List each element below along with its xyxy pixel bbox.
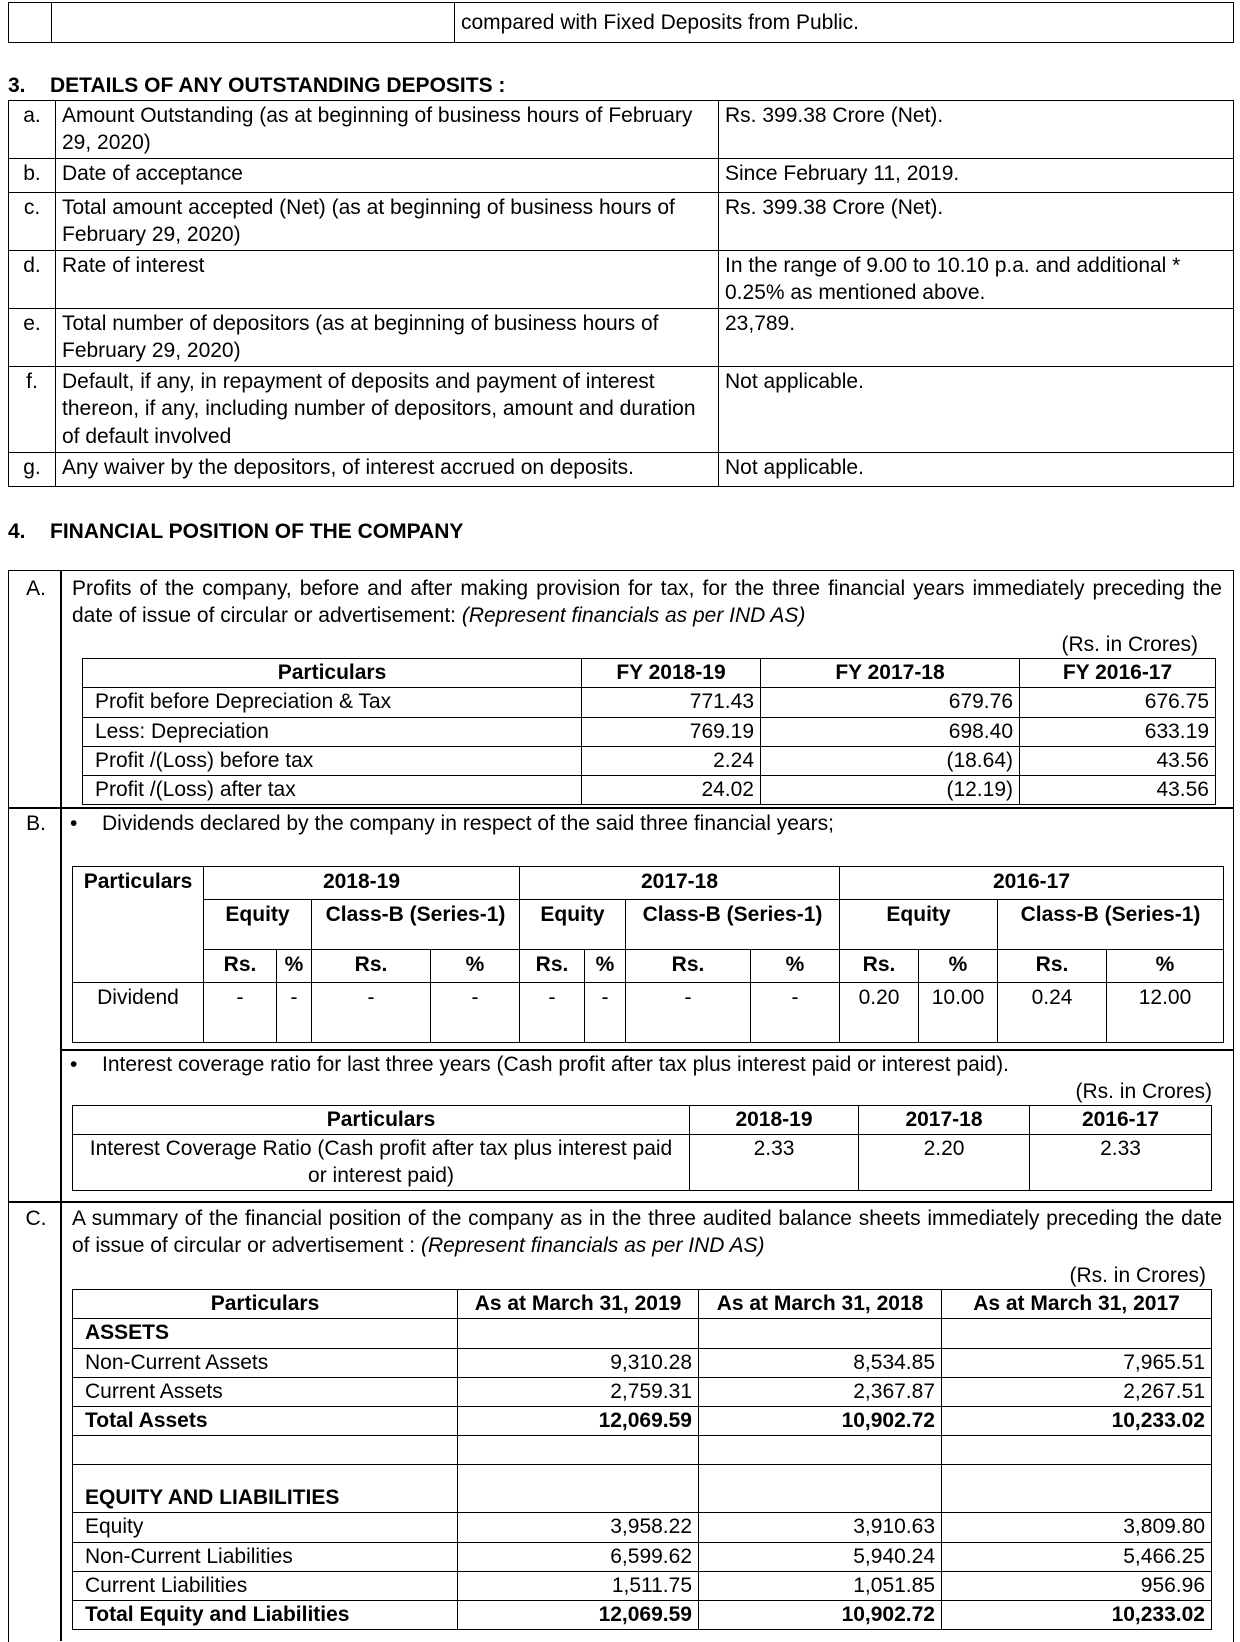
table-row: Total Equity and Liabilities 12,069.59 10,902.72 10,233.02 xyxy=(73,1601,1212,1630)
table-header-row: Particulars FY 2018-19 FY 2017-18 FY 2016-17 xyxy=(83,659,1216,688)
interest-coverage-table xyxy=(72,1105,1212,1191)
table-header-row: Particulars As at March 31, 2019 As at March 31, 2018 As at March 31, 2017 xyxy=(73,1290,1212,1319)
table-row: g. Any waiver by the depositors, of interest accrued on deposits. Not applicable. xyxy=(9,453,1234,487)
section-a-letter: A. xyxy=(26,577,46,600)
top-row-text: compared with Fixed Deposits from Public. xyxy=(455,3,1234,43)
table-header-row: Particulars 2018-19 2017-18 2016-17 xyxy=(73,1106,1212,1135)
section-a-intro: Profits of the company, before and after making provision for tax, for the three financial years immediately preceding the date of issue of circular or advertisement: (Represent financials as per IND AS) xyxy=(72,577,1222,628)
section-4-heading: 4. FINANCIAL POSITION OF THE COMPANY xyxy=(8,520,464,543)
dividends-table: Particulars 2018-19 2017-18 2016-17 Equity Class-B (Series-1) Equity Class-B (Series-1) Equity Class-B (Series-1) Rs. % Rs. % Rs. % Rs. % Rs. % Rs. % Dividend - - - - - - - - 0.20 10.00 0.24 12.00 xyxy=(72,866,1224,1043)
table-row: f. Default, if any, in repayment of deposits and payment of interest thereon, if any, including number of depositors, amount and duration of default involved Not applicable. xyxy=(9,367,1234,453)
table-row: Profit /(Loss) before tax 2.24 (18.64) 43.56 xyxy=(83,746,1216,775)
table-row: EQUITY AND LIABILITIES xyxy=(73,1465,1212,1513)
table-row: Profit /(Loss) after tax 24.02 (12.19) 43.56 xyxy=(83,776,1216,805)
table-row: Non-Current Liabilities 6,599.62 5,940.24 5,466.25 xyxy=(73,1542,1212,1571)
table-row: Dividend - - - - - - - - 0.20 10.00 0.24 12.00 xyxy=(73,983,1224,1043)
table-row: c. Total amount accepted (Net) (as at beginning of business hours of February 29, 2020) Rs. 399.38 Crore (Net). xyxy=(9,193,1234,251)
table-row: Less: Depreciation 769.19 698.40 633.19 xyxy=(83,717,1216,746)
outstanding-deposits-table xyxy=(8,100,1234,487)
table-row: b. Date of acceptance Since February 11, 2019. xyxy=(9,159,1234,193)
section-3-heading: 3. DETAILS OF ANY OUTSTANDING DEPOSITS : xyxy=(8,74,506,97)
table-row: Total Assets 12,069.59 10,902.72 10,233.02 xyxy=(73,1407,1212,1436)
dividends-bullet: • Dividends declared by the company in respect of the said three financial years; xyxy=(62,810,1222,837)
table-row: Non-Current Assets 9,310.28 8,534.85 7,965.51 xyxy=(73,1348,1212,1377)
table-row: d. Rate of interest In the range of 9.00 to 10.10 p.a. and additional * 0.25% as mentioned above. xyxy=(9,251,1234,309)
table-row: ASSETS xyxy=(73,1319,1212,1348)
section-c-letter: C. xyxy=(25,1207,47,1230)
interest-coverage-bullet: • Interest coverage ratio for last three years (Cash profit after tax plus interest paid or interest paid). xyxy=(62,1051,1222,1078)
table-row: Current Assets 2,759.31 2,367.87 2,267.51 xyxy=(73,1377,1212,1406)
table-row: Profit before Depreciation & Tax 771.43 679.76 676.75 xyxy=(83,688,1216,717)
table-row: Interest Coverage Ratio (Cash profit after tax plus interest paid or interest paid) 2.33 2.20 2.33 xyxy=(73,1135,1212,1191)
top-row-table xyxy=(8,2,1234,43)
table-row: a. Amount Outstanding (as at beginning of business hours of February 29, 2020) Rs. 399.38 Crore (Net). xyxy=(9,101,1234,159)
balance-sheet-table xyxy=(72,1289,1212,1630)
table-row: Equity 3,958.22 3,910.63 3,809.80 xyxy=(73,1513,1212,1542)
table-row: e. Total number of depositors (as at beginning of business hours of February 29, 2020) 23,789. xyxy=(9,309,1234,367)
section-c-unit: (Rs. in Crores) xyxy=(1069,1264,1206,1287)
section-c-intro: A summary of the financial position of the company as in the three audited balance sheets immediately preceding the date of issue of circular or advertisement : (Represent financials as per IND AS) xyxy=(72,1207,1222,1258)
section-a-unit: (Rs. in Crores) xyxy=(1061,633,1198,656)
profits-table xyxy=(82,658,1216,805)
icr-unit: (Rs. in Crores) xyxy=(1075,1080,1212,1103)
section-b-letter: B. xyxy=(26,812,46,835)
table-row: Current Liabilities 1,511.75 1,051.85 956.96 xyxy=(73,1571,1212,1600)
